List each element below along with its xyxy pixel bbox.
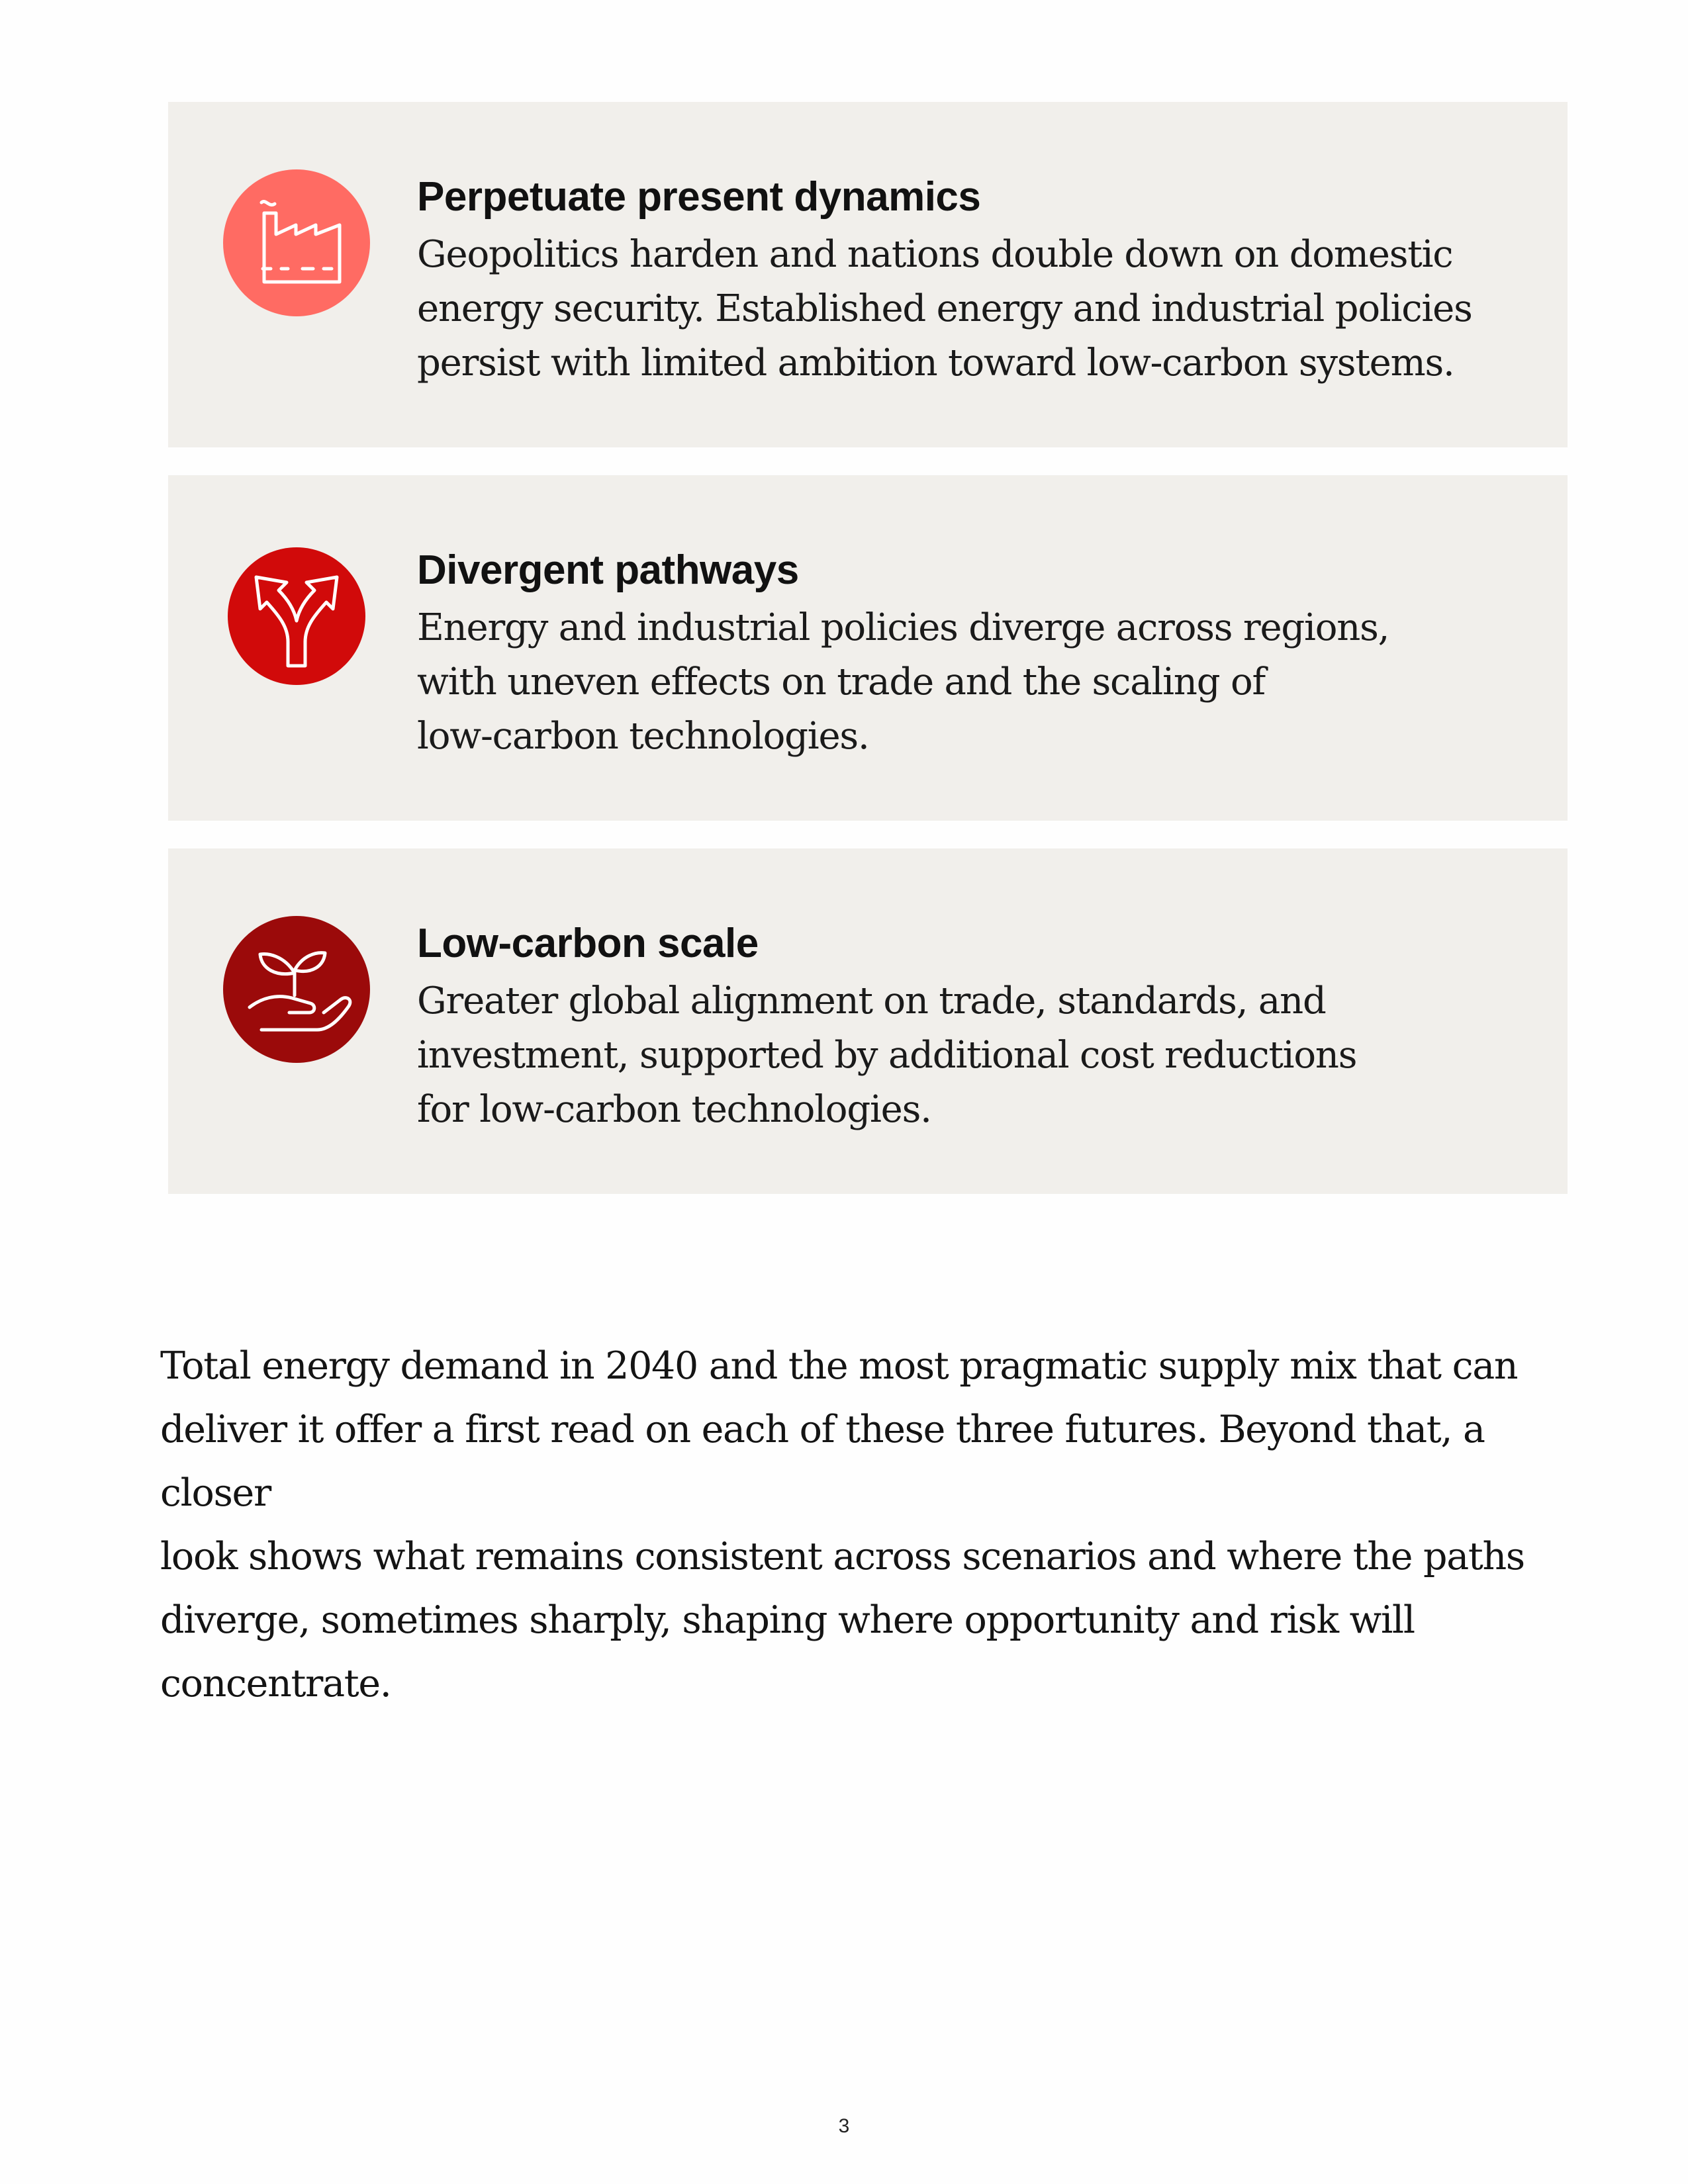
card-title: Divergent pathways xyxy=(417,547,799,593)
factory-icon-circle xyxy=(223,169,370,316)
intro-paragraph: Total energy demand in 2040 and the most pragmatic supply mix that can deliver it offer a first read on each of these three futures. Beyond that, a closer look shows what remains consistent across scenarios and where the paths diverge, sometimes sharply, shaping where opportunity and risk will concentrate. xyxy=(160,1344,1524,1706)
scenario-card-divergent xyxy=(168,475,1568,821)
card-body: Energy and industrial policies diverge across regions, with uneven effects on trade and the scaling of low-carbon technologies. xyxy=(417,606,1389,758)
diverging-arrows-icon xyxy=(223,543,370,690)
card-body: Greater global alignment on trade, standards, and investment, supported by additional cost reductions for low-carbon technologies. xyxy=(417,979,1357,1131)
page-number: 3 xyxy=(838,2115,850,2137)
scenario-card-perpetuate xyxy=(168,102,1568,447)
card-title: Perpetuate present dynamics xyxy=(417,174,981,220)
scenario-card-low-carbon xyxy=(168,848,1568,1194)
hand-seedling-icon-circle xyxy=(223,916,370,1063)
factory-icon xyxy=(223,169,370,316)
card-body: Geopolitics harden and nations double down on domestic energy security. Established energy and industrial policies persist with limited ambition toward low-carbon systems. xyxy=(417,233,1472,385)
hand-seedling-icon xyxy=(223,916,370,1063)
card-title: Low-carbon scale xyxy=(417,921,759,966)
